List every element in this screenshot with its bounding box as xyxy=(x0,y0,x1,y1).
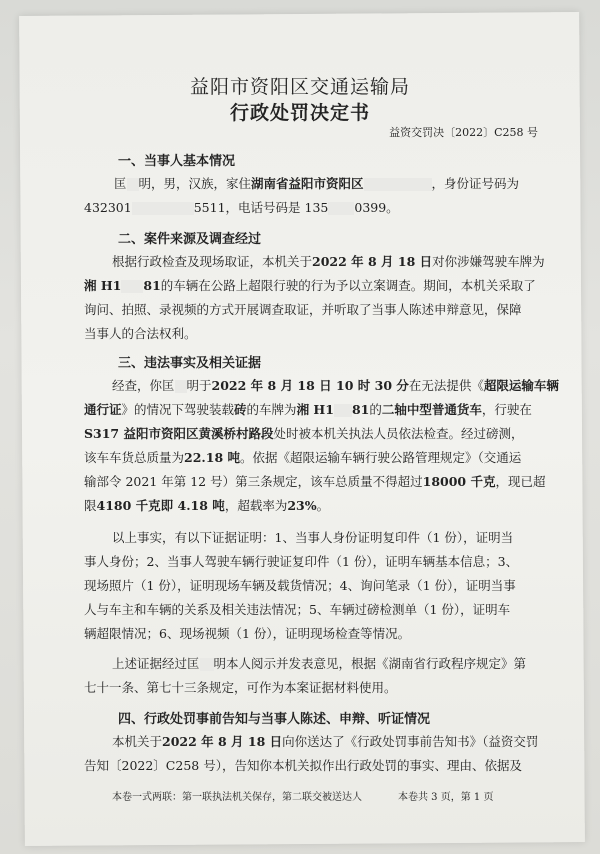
text: 处时被本机关执法人员依法检查。经过磅测， xyxy=(273,426,524,441)
plate-suffix: 81 xyxy=(143,278,161,293)
section-heading-2: 二、案件来源及调查经过 xyxy=(118,232,262,247)
permit-name: 通行证 xyxy=(84,402,122,417)
plate-prefix: 湘 H1 xyxy=(296,402,334,417)
case-source-line-4: 当事人的合法权利。 xyxy=(84,326,197,341)
text: 根据行政检查及现场取证，本机关于 xyxy=(112,254,313,269)
redaction-block xyxy=(334,404,352,417)
text: 》的情况下驾驶装载 xyxy=(121,402,235,417)
text: ，超载率为 xyxy=(224,498,288,513)
evidence-line-2: 事人身份；2、当事人驾驶车辆行驶证复印件（1 份），证明车辆基本信息；3、 xyxy=(84,554,519,569)
facts-line-2 xyxy=(84,402,532,418)
phone-suffix: 0399。 xyxy=(354,200,399,215)
authority-title: 益阳市资阳区交通运输局 xyxy=(189,76,410,98)
notice-line-1 xyxy=(112,734,538,750)
section-heading-4: 四、行政处罚事前告知与当事人陈述、申辩、听证情况 xyxy=(118,712,431,727)
party-info-text: 明，男，汉族，家住 xyxy=(138,176,252,191)
overweight-amount: 4180 千克即 4.18 吨 xyxy=(96,498,225,513)
text: 。 xyxy=(316,498,330,513)
text: 的车牌为 xyxy=(246,402,297,417)
redaction-block xyxy=(200,658,214,671)
overload-rate: 23% xyxy=(287,498,317,513)
cargo: 砖 xyxy=(234,402,247,417)
section-heading-3: 三、违法事实及相关证据 xyxy=(118,356,262,371)
id-phone-text: 5511，电话号码是 135 xyxy=(193,200,329,215)
total-weight: 22.18 吨 xyxy=(184,450,241,465)
party-info-line-2 xyxy=(84,200,399,216)
facts-line-1 xyxy=(112,378,559,394)
evidence-review-line-2: 七十一条、第七十三条规定，可作为本案证据材料使用。 xyxy=(84,680,397,695)
facts-line-6 xyxy=(84,498,329,514)
text: 明本人阅示并发表意见，根据《湖南省行政程序规定》第 xyxy=(213,656,527,671)
document-number: 益资交罚决〔2022〕C258 号 xyxy=(389,126,538,139)
case-source-line-1 xyxy=(112,254,545,270)
text: 本机关于 xyxy=(112,734,163,749)
evidence-line-4: 人与车主和车辆的关系及相关违法情况；5、车辆过磅检测单（1 份），证明车 xyxy=(84,602,511,617)
text: 该车车货总质量为 xyxy=(84,450,185,465)
facts-line-5 xyxy=(84,474,545,490)
redaction-block xyxy=(132,202,194,215)
redaction-block xyxy=(328,202,354,215)
datetime: 2022 年 8 月 18 日 10 时 30 分 xyxy=(211,378,409,393)
party-surname: 匡 xyxy=(114,176,127,191)
notice-line-2: 告知〔2022〕C258 号），告知你本机关拟作出行政处罚的事实、理由、依据及 xyxy=(84,758,522,773)
redaction-block xyxy=(175,380,187,393)
evidence-line-5: 辆超限情况；6、现场视频（1 份），证明现场检查等情况。 xyxy=(84,626,411,641)
text: 在无法提供《 xyxy=(408,378,484,393)
text: 上述证据经过匡 xyxy=(112,656,200,671)
party-info-text: ，身份证号码为 xyxy=(431,176,520,191)
vehicle-type: 二轴中型普通货车 xyxy=(381,402,482,417)
text: 的车辆在公路上超限行驶的行为予以立案调查。期间，本机关采取了 xyxy=(160,278,536,293)
redaction-block xyxy=(121,280,143,293)
date: 2022 年 8 月 18 日 xyxy=(162,734,283,749)
plate-prefix: 湘 H1 xyxy=(84,278,122,293)
text: 明于 xyxy=(186,378,212,393)
footer-copies-note: 本卷一式两联：第一联执法机关保存，第二联交被送达人 xyxy=(112,792,362,803)
case-source-line-2 xyxy=(84,278,536,294)
weight-limit: 18000 千克 xyxy=(422,474,496,489)
location: S317 益阳市资阳区黄溪桥村路段 xyxy=(84,426,274,441)
case-source-line-3: 询问、拍照、录视频的方式开展调查取证，并听取了当事人陈述申辩意见，保障 xyxy=(84,302,522,317)
date: 2022 年 8 月 18 日 xyxy=(312,254,433,269)
text: ，行驶在 xyxy=(481,402,532,417)
document-title: 行政处罚决定书 xyxy=(229,102,370,124)
party-info-line-1 xyxy=(114,176,519,192)
text: 。依据《超限运输车辆行驶公路管理规定》（交通运 xyxy=(240,450,522,465)
redaction-block xyxy=(364,178,432,191)
text: 向你送达了《行政处罚事前告知书》（益资交罚 xyxy=(282,734,539,749)
evidence-review-line-1 xyxy=(112,656,526,672)
evidence-line-3: 现场照片（1 份），证明现场车辆及载货情况；4、询问笔录（1 份），证明当事 xyxy=(84,578,516,593)
text: 限 xyxy=(84,498,97,513)
facts-line-4 xyxy=(84,450,521,466)
text: ，现已超 xyxy=(495,474,546,489)
facts-line-3 xyxy=(84,426,524,442)
text: 经查，你匡 xyxy=(112,378,175,393)
plate-suffix: 81 xyxy=(351,402,370,417)
party-address: 湖南省益阳市资阳区 xyxy=(251,176,364,191)
text: 输部令 2021 年第 12 号）第三条规定，该车总质量不得超过 xyxy=(84,474,423,489)
section-heading-1: 一、当事人基本情况 xyxy=(118,154,236,169)
footer-page-number: 本卷共 3 页，第 1 页 xyxy=(398,792,494,803)
evidence-line-1: 以上事实，有以下证据证明：1、当事人身份证明复印件（1 份），证明当 xyxy=(112,530,514,545)
id-number-prefix: 432301 xyxy=(84,200,132,215)
text: 对你涉嫌驾驶车牌为 xyxy=(432,254,545,269)
text: 的 xyxy=(369,402,382,417)
redaction-block xyxy=(127,178,139,191)
permit-name: 超限运输车辆 xyxy=(483,378,559,393)
